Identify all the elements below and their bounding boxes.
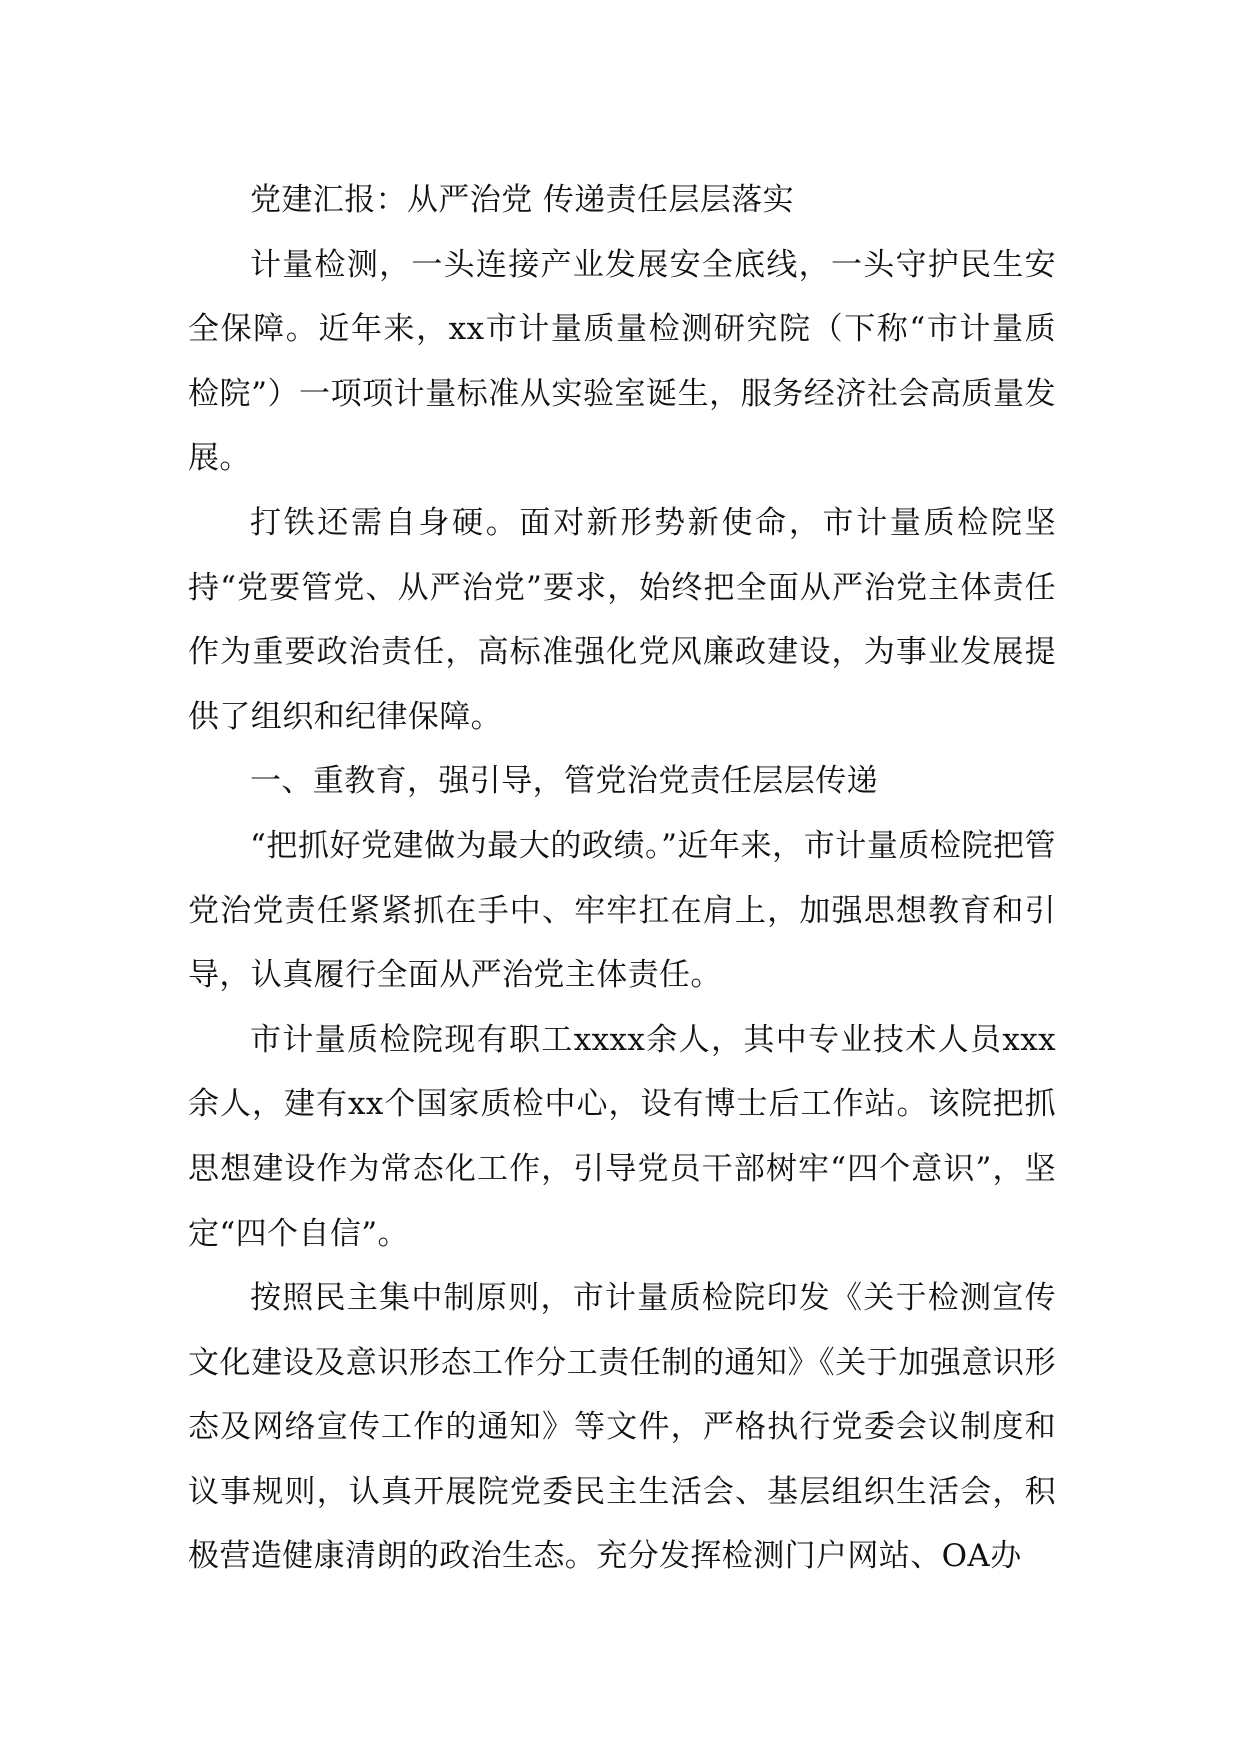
- paragraph-intro: 计量检测，一头连接产业发展安全底线，一头守护民生安全保障。近年来，xx市计量质量检测研究院（下称“市计量质检院”）一项项计量标准从实验室诞生，服务经济社会高质量发展。: [188, 246, 1056, 477]
- paragraph-party-building: “把抓好党建做为最大的政绩。”近年来，市计量质检院把管党治党责任紧紧抓在手中、牢牢扛在肩上，加强思想教育和引导，认真履行全面从严治党主体责任。: [188, 827, 1056, 994]
- paragraph-staff: 市计量质检院现有职工xxxx余人，其中专业技术人员xxx余人，建有xx个国家质检中心，设有博士后工作站。该院把抓思想建设作为常态化工作，引导党员干部树牢“四个意识”，坚定“四个自信”。: [188, 1021, 1056, 1252]
- section-heading-1: 一、重教育，强引导，管党治党责任层层传递: [250, 763, 878, 800]
- document-title: 党建汇报：从严治党 传递责任层层落实: [250, 182, 795, 218]
- paragraph-democratic-centralism: 按照民主集中制原则，市计量质检院印发《关于检测宣传文化建设及意识形态工作分工责任制的通知》《关于加强意识形态及网络宣传工作的通知》等文件，严格执行党委会议制度和议事规则，认真开展院党委民主生活会、基层组织生活会，积极营造健康清朗的政治生态。充分发挥检测门户网站、OA办: [188, 1280, 1056, 1575]
- paragraph-discipline: 打铁还需自身硬。面对新形势新使命，市计量质检院坚持“党要管党、从严治党”要求，始终把全面从严治党主体责任作为重要政治责任，高标准强化党风廉政建设，为事业发展提供了组织和纪律保障。: [188, 504, 1056, 735]
- document-body: [188, 168, 1056, 1589]
